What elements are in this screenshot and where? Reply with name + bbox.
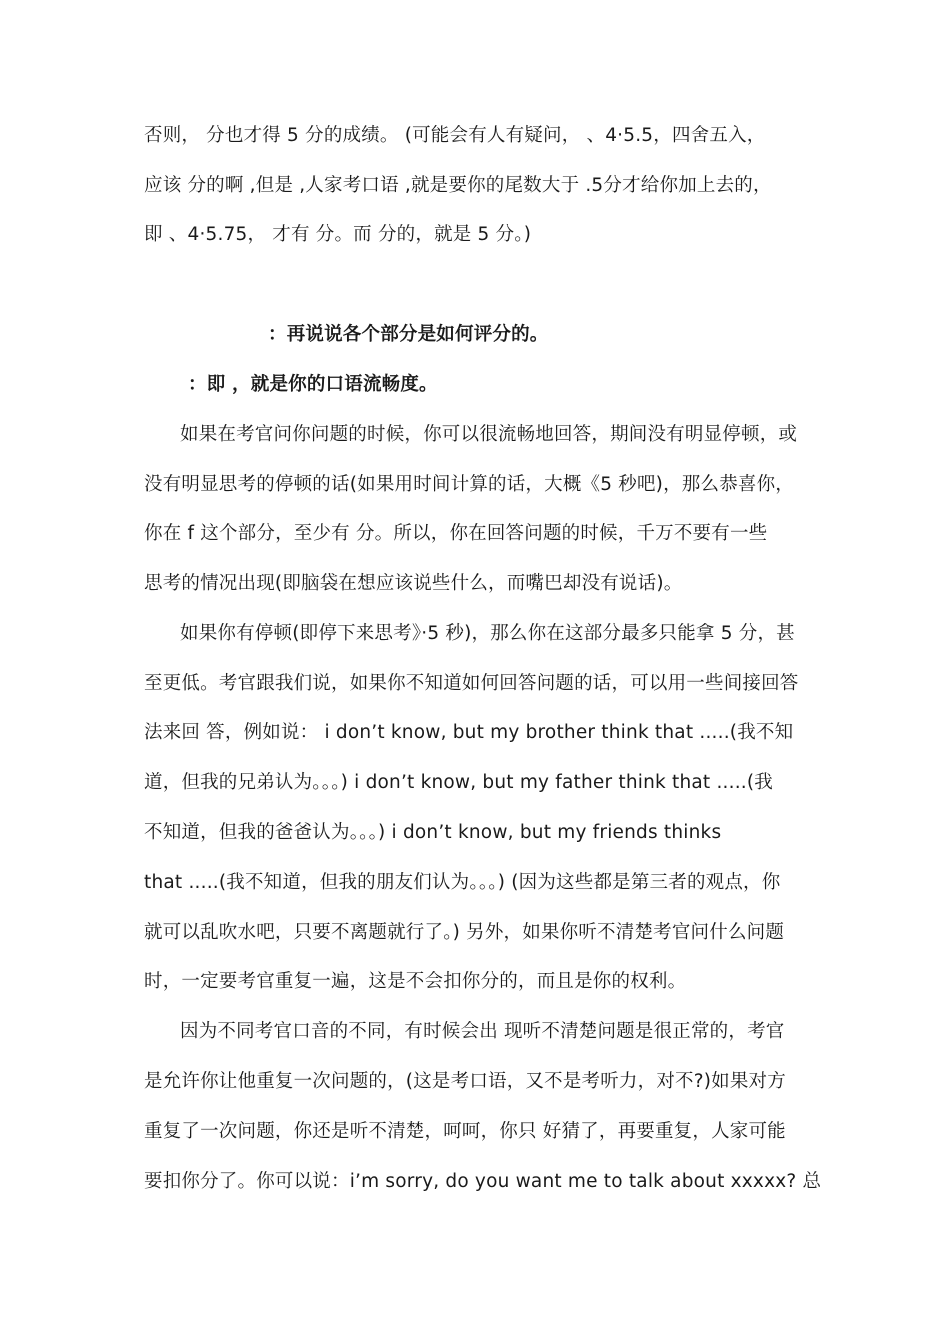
intro-line-3: 即 、4·5.75， 才有 分。而 分的，就是 5 分。)	[144, 224, 532, 245]
paragraph-line: 因为不同考官口音的不同，有时候会出 现听不清楚问题是很正常的，考官	[180, 1021, 785, 1042]
paragraph-line: 思考的情况出现(即脑袋在想应该说些什么，而嘴巴却没有说话)。	[144, 573, 683, 594]
intro-line-2: 应该 分的啊 ,但是 ,人家考口语 ,就是要你的尾数大于 .5分才给你加上去的，	[144, 175, 772, 196]
intro-line-1: 否则， 分也才得 5 分的成绩。 (可能会有人有疑问， 、4·5.5，四舍五入，	[144, 125, 766, 146]
paragraph-line: 如果你有停顿(即停下来思考》·5 秒)，那么你在这部分最多只能拿 5 分，甚	[180, 623, 795, 644]
paragraph-line: 法来回 答，例如说： i don’t know, but my brother think that .....(我不知	[144, 722, 794, 743]
paragraph-line: 就可以乱吹水吧，只要不离题就行了。) 另外，如果你听不清楚考官问什么问题	[144, 922, 785, 943]
paragraph-line: that .....(我不知道，但我的朋友们认为。。。) (因为这些都是第三者的观点，你	[144, 872, 781, 893]
paragraph-line: 如果在考官问你问题的时候，你可以很流畅地回答，期间没有明显停顿，或	[180, 424, 798, 445]
paragraph-line: 重复了一次问题，你还是听不清楚，呵呵，你只 好猜了，再要重复，人家可能	[144, 1121, 786, 1142]
section-heading-fluency: ：即 ，就是你的口语流畅度。	[188, 374, 438, 395]
paragraph-line: 不知道，但我的爸爸认为。。。) i don’t know, but my friends thinks	[144, 822, 722, 843]
paragraph-line: 至更低。考官跟我们说，如果你不知道如何回答问题的话，可以用一些间接回答	[144, 673, 799, 694]
paragraph-line: 是允许你让他重复一次问题的，(这是考口语，又不是考听力，对不?)如果对方	[144, 1071, 786, 1092]
paragraph-line: 要扣你分了。你可以说：i’m sorry, do you want me to talk about xxxxx? 总	[144, 1171, 822, 1192]
paragraph-line: 你在 f 这个部分，至少有 分。所以，你在回答问题的时候，千万不要有一些	[144, 523, 768, 544]
paragraph-line: 没有明显思考的停顿的话(如果用时间计算的话，大概《5 秒吧)，那么恭喜你，	[144, 474, 794, 495]
section-heading-scoring: ：再说说各个部分是如何评分的。	[268, 324, 549, 345]
paragraph-line: 时，一定要考官重复一遍，这是不会扣你分的，而且是你的权利。	[144, 971, 687, 992]
paragraph-line: 道，但我的兄弟认为。。。) i don’t know, but my father think that .....(我	[144, 772, 773, 793]
